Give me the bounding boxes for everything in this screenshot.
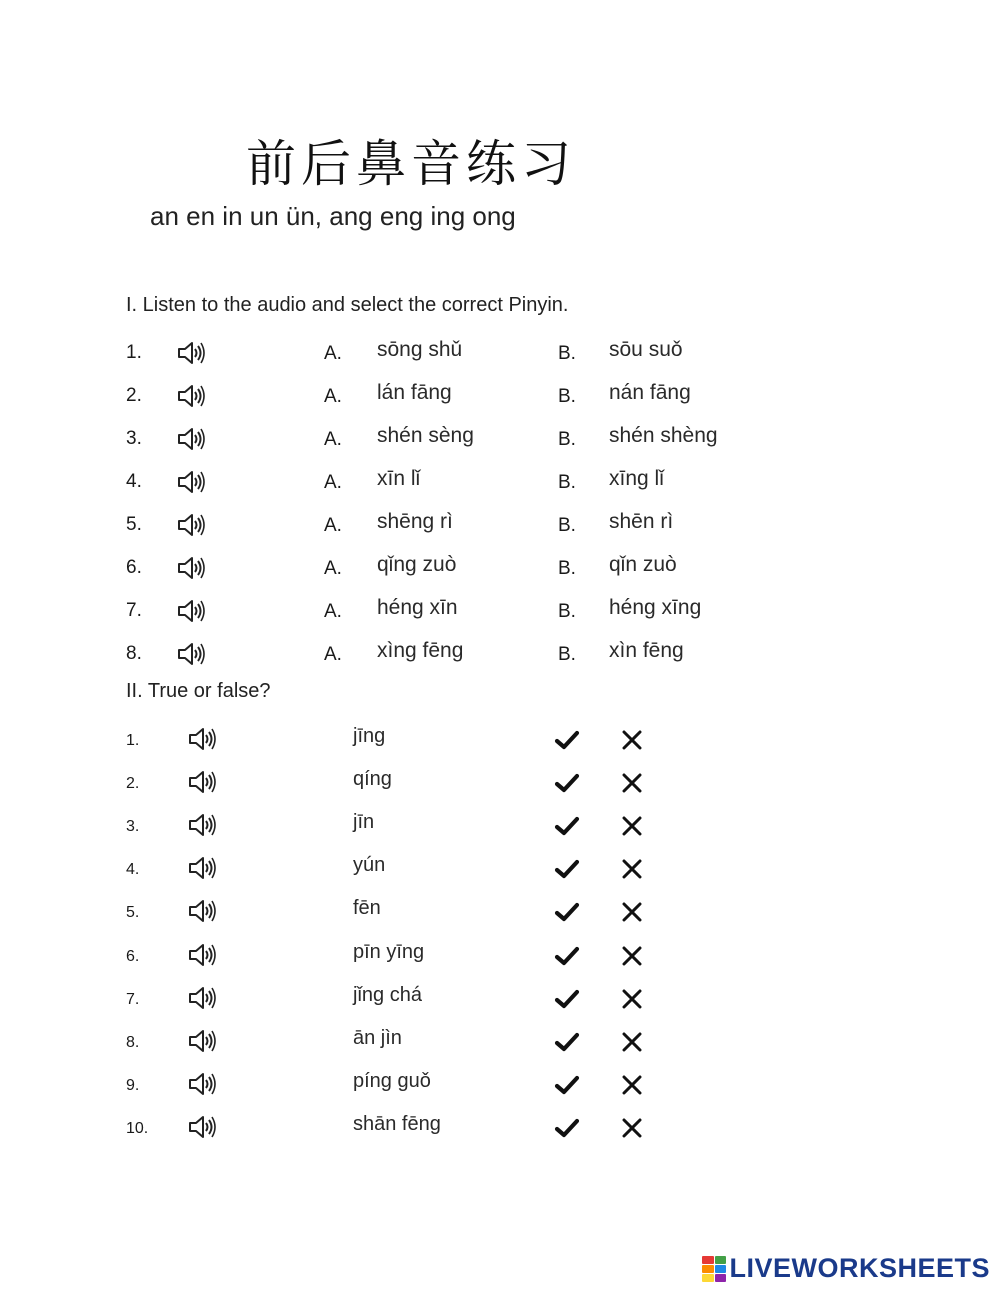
- speaker-icon[interactable]: [176, 469, 206, 495]
- option-b-label: B.: [558, 429, 576, 450]
- question-number: 6.: [126, 947, 140, 965]
- option-b-label: B.: [558, 558, 576, 579]
- option-b[interactable]: qǐn zuò: [609, 553, 677, 576]
- section-2-heading: II. True or false?: [126, 680, 271, 702]
- option-b-label: B.: [558, 386, 576, 407]
- option-a[interactable]: sōng shǔ: [377, 338, 463, 361]
- option-a-label: A.: [324, 472, 342, 493]
- question-number: 4.: [126, 861, 140, 879]
- option-a-label: A.: [324, 515, 342, 536]
- question-number: 1.: [126, 732, 140, 749]
- option-b-label: B.: [558, 644, 576, 665]
- option-a-label: A.: [324, 429, 342, 450]
- option-b-label: B.: [558, 601, 576, 622]
- option-a[interactable]: shēng rì: [377, 510, 453, 533]
- cross-icon[interactable]: [619, 770, 645, 796]
- check-icon[interactable]: [554, 1072, 580, 1098]
- option-b-label: B.: [558, 472, 576, 493]
- cross-icon[interactable]: [619, 1115, 645, 1141]
- option-a[interactable]: qǐng zuò: [377, 553, 457, 576]
- check-icon[interactable]: [554, 899, 580, 925]
- speaker-icon[interactable]: [187, 769, 217, 795]
- speaker-icon[interactable]: [187, 1114, 217, 1140]
- question-number: 4.: [126, 471, 142, 492]
- question-number: 3.: [126, 428, 142, 449]
- question-number: 8.: [126, 643, 142, 664]
- page-subtitle: an en in un ün, ang eng ing ong: [150, 201, 516, 231]
- pinyin-word: pīn yīng: [353, 940, 425, 963]
- question-number: 5.: [126, 514, 142, 535]
- question-number: 9.: [126, 1076, 140, 1094]
- speaker-icon[interactable]: [187, 812, 217, 838]
- pinyin-word: shān fēng: [353, 1112, 441, 1135]
- speaker-icon[interactable]: [187, 942, 217, 968]
- cross-icon[interactable]: [619, 727, 645, 753]
- option-a[interactable]: xìng fēng: [377, 639, 464, 662]
- option-b[interactable]: xìn fēng: [609, 639, 684, 662]
- question-number: 6.: [126, 557, 142, 578]
- option-a[interactable]: lán fāng: [377, 381, 452, 404]
- check-icon[interactable]: [554, 1029, 580, 1055]
- option-a-label: A.: [324, 343, 342, 364]
- option-b[interactable]: sōu suǒ: [609, 338, 683, 361]
- liveworksheets-logo: [702, 1253, 990, 1284]
- check-icon[interactable]: [554, 1115, 580, 1141]
- option-a-label: A.: [324, 644, 342, 665]
- cross-icon[interactable]: [619, 943, 645, 969]
- option-b-label: B.: [558, 343, 576, 364]
- speaker-icon[interactable]: [187, 898, 217, 924]
- speaker-icon[interactable]: [176, 512, 206, 538]
- speaker-icon[interactable]: [187, 985, 217, 1011]
- speaker-icon[interactable]: [187, 855, 217, 881]
- option-b[interactable]: héng xīng: [609, 596, 702, 619]
- cross-icon[interactable]: [619, 813, 645, 839]
- option-a[interactable]: shén sèng: [377, 424, 474, 447]
- page-title: 前后鼻音练习: [246, 135, 576, 193]
- section-1-heading: I. Listen to the audio and select the correct Pinyin.: [126, 294, 569, 316]
- option-b[interactable]: shén shèng: [609, 424, 718, 447]
- speaker-icon[interactable]: [187, 1071, 217, 1097]
- pinyin-word: fēn: [353, 897, 381, 920]
- option-a-label: A.: [324, 601, 342, 622]
- cross-icon[interactable]: [619, 1072, 645, 1098]
- check-icon[interactable]: [554, 856, 580, 882]
- pinyin-word: qíng: [353, 768, 392, 791]
- question-number: 8.: [126, 1033, 140, 1051]
- option-b[interactable]: xīng lǐ: [609, 467, 664, 490]
- check-icon[interactable]: [554, 986, 580, 1012]
- question-number: 3.: [126, 818, 140, 836]
- cross-icon[interactable]: [619, 1029, 645, 1055]
- question-number: 1.: [126, 342, 142, 363]
- check-icon[interactable]: [554, 770, 580, 796]
- speaker-icon[interactable]: [187, 1028, 217, 1054]
- cross-icon[interactable]: [619, 986, 645, 1012]
- speaker-icon[interactable]: [187, 726, 217, 752]
- pinyin-word: jīn: [353, 811, 375, 834]
- speaker-icon[interactable]: [176, 555, 206, 581]
- speaker-icon[interactable]: [176, 383, 206, 409]
- speaker-icon[interactable]: [176, 340, 206, 366]
- logo-badge-icon: [702, 1256, 726, 1282]
- speaker-icon[interactable]: [176, 641, 206, 667]
- question-number: 2.: [126, 385, 142, 406]
- check-icon[interactable]: [554, 727, 580, 753]
- option-a[interactable]: xīn lǐ: [377, 467, 421, 490]
- option-a-label: A.: [324, 558, 342, 579]
- pinyin-word: yún: [353, 854, 386, 877]
- option-b[interactable]: shēn rì: [609, 510, 674, 533]
- speaker-icon[interactable]: [176, 426, 206, 452]
- pinyin-word: jǐng chá: [353, 983, 422, 1006]
- option-a[interactable]: héng xīn: [377, 596, 458, 619]
- logo-text: LIVEWORKSHEETS: [729, 1253, 990, 1283]
- cross-icon[interactable]: [619, 899, 645, 925]
- check-icon[interactable]: [554, 813, 580, 839]
- pinyin-word: píng guǒ: [353, 1069, 431, 1092]
- pinyin-word: ān jìn: [353, 1026, 402, 1049]
- cross-icon[interactable]: [619, 856, 645, 882]
- option-b-label: B.: [558, 515, 576, 536]
- question-number: 5.: [126, 904, 140, 922]
- question-number: 7.: [126, 990, 140, 1008]
- question-number: 10.: [126, 1119, 149, 1137]
- question-number: 7.: [126, 600, 142, 621]
- speaker-icon[interactable]: [176, 598, 206, 624]
- option-b[interactable]: nán fāng: [609, 381, 691, 404]
- check-icon[interactable]: [554, 943, 580, 969]
- option-a-label: A.: [324, 386, 342, 407]
- pinyin-word: jīng: [353, 725, 386, 747]
- question-number: 2.: [126, 775, 140, 793]
